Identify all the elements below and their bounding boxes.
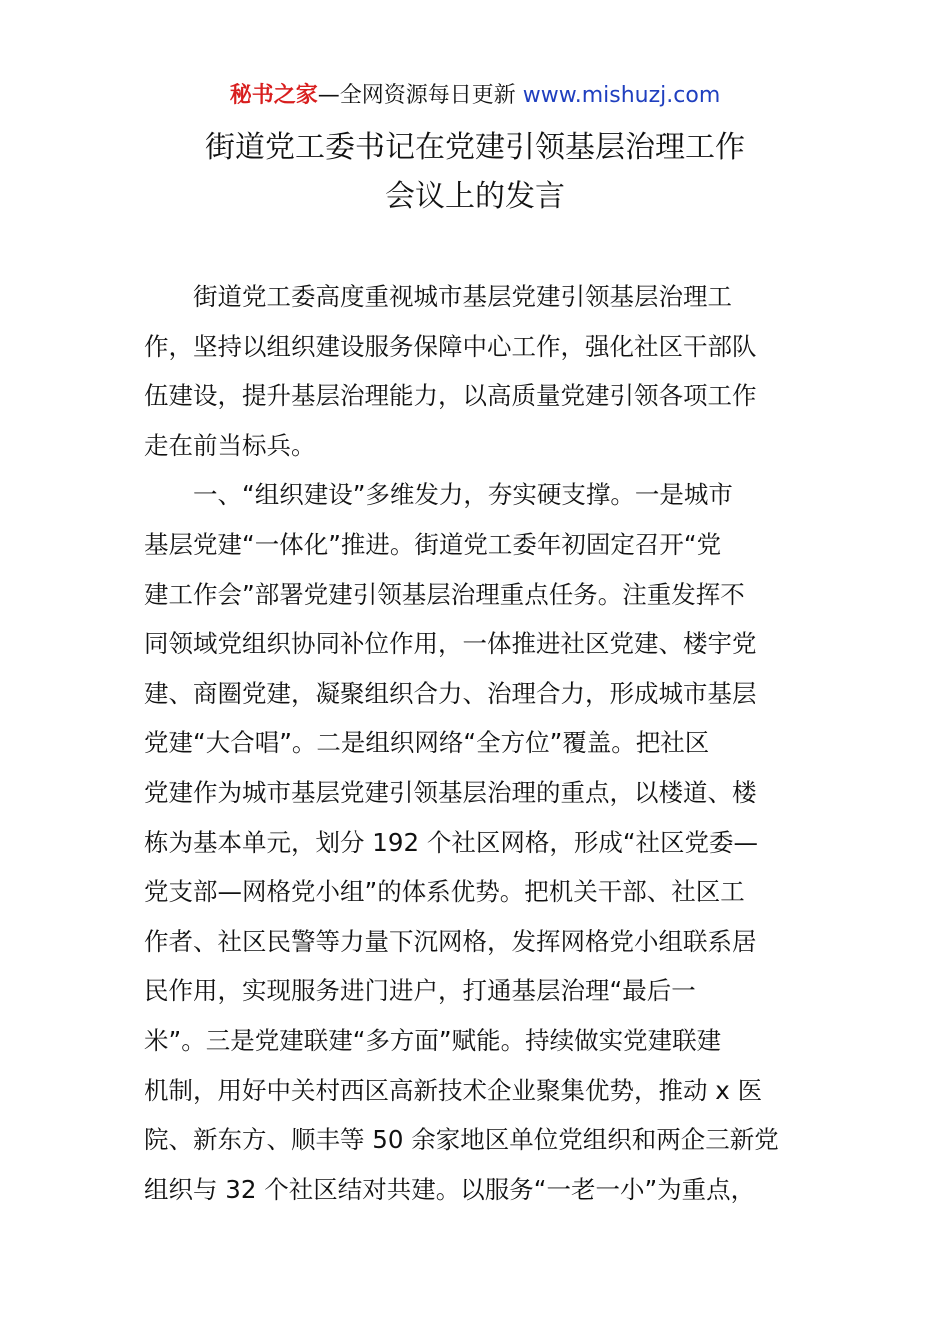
- body-line: 同领域党组织协同补位作用，一体推进社区党建、楼宇党: [144, 629, 757, 659]
- document-body: [144, 272, 808, 1214]
- body-line: 作，坚持以组织建设服务保障中心工作，强化社区干部队: [144, 331, 757, 361]
- site-url-link[interactable]: www.mishuzj.com: [522, 83, 721, 108]
- body-line: 栋为基本单元，划分 192 个社区网格，形成“社区党委—: [144, 827, 759, 857]
- body-line: 院、新东方、顺丰等 50 余家地区单位党组织和两企三新党: [144, 1125, 779, 1155]
- site-tagline: —全网资源每日更新: [317, 83, 523, 108]
- body-line: 基层党建“一体化”推进。街道党工委年初固定召开“党: [144, 529, 722, 559]
- body-line: 一、“组织建设”多维发力，夯实硬支撑。一是城市: [193, 480, 733, 510]
- body-line: 作者、社区民警等力量下沉网格，发挥网格党小组联系居: [144, 926, 757, 956]
- body-line: 组织与 32 个社区结对共建。以服务“一老一小”为重点，: [144, 1174, 756, 1204]
- body-line: 米”。三是党建联建“多方面”赋能。持续做实党建联建: [144, 1025, 722, 1055]
- document-title-line-2: 会议上的发言: [385, 179, 565, 214]
- body-line: 党建“大合唱”。二是组织网络“全方位”覆盖。把社区: [144, 728, 710, 758]
- body-line: 党支部—网格党小组”的体系优势。把机关干部、社区工: [144, 877, 745, 907]
- site-header: [0, 78, 950, 114]
- body-line: 走在前当标兵。: [144, 430, 316, 460]
- body-line: 民作用，实现服务进门进户，打通基层治理“最后一: [144, 976, 696, 1006]
- document-title-line-1: 街道党工委书记在党建引领基层治理工作: [205, 130, 745, 165]
- body-line: 伍建设，提升基层治理能力，以高质量党建引领各项工作: [144, 381, 757, 411]
- body-line: 党建作为城市基层党建引领基层治理的重点，以楼道、楼: [144, 777, 757, 807]
- body-line: 街道党工委高度重视城市基层党建引领基层治理工: [193, 282, 732, 311]
- body-line: 建工作会”部署党建引领基层治理重点任务。注重发挥不: [144, 579, 745, 609]
- body-line: 建、商圈党建，凝聚组织合力、治理合力，形成城市基层: [144, 678, 757, 708]
- site-brand: 秘书之家: [229, 83, 318, 108]
- body-line: 机制，用好中关村西区高新技术企业聚集优势，推动 x 医: [144, 1075, 763, 1105]
